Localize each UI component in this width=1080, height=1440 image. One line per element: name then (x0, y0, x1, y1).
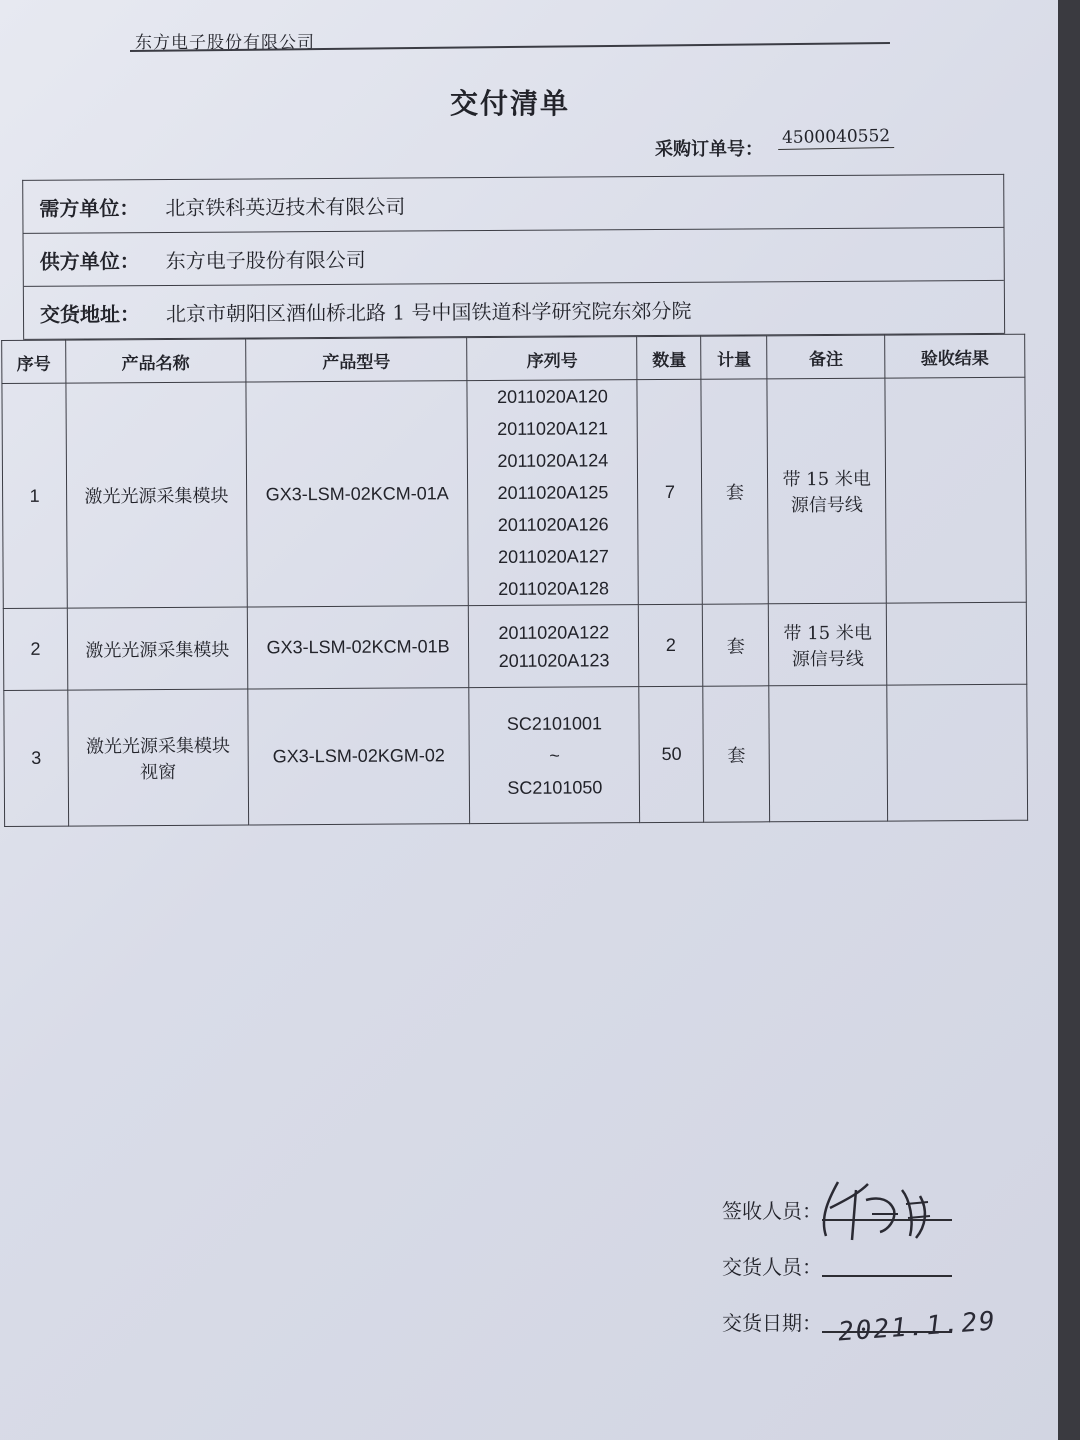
delivery-date-handwritten: 2021.1.29 (837, 1306, 998, 1348)
buyer-value: 北京铁科英迈技术有限公司 (165, 194, 406, 220)
supplier-value: 东方电子股份有限公司 (165, 247, 366, 273)
note-line: 带 15 米电 (782, 468, 871, 491)
name-line: 视窗 (140, 761, 177, 783)
header-qty: 数量 (637, 336, 701, 379)
table-header-row (2, 334, 1025, 383)
header-model: 产品型号 (245, 338, 467, 382)
company-header: 东方电子股份有限公司 (135, 33, 315, 53)
receiver-label: 签收人员： (722, 1199, 822, 1223)
po-number-value: 4500040552 (778, 126, 895, 150)
row-note (769, 685, 888, 822)
party-info-box (22, 174, 1005, 340)
supplier-row (24, 228, 1004, 287)
header-no: 序号 (2, 340, 66, 383)
supplier-label: 供方单位： (39, 248, 140, 274)
row-qty: 2 (639, 604, 703, 686)
address-row (24, 281, 1004, 340)
serial-range-tilde: ~ (549, 745, 560, 766)
row-serials (469, 605, 639, 688)
row-model: GX3-LSM-02KCM-01B (247, 606, 469, 689)
row-name: 激光光源采集模块 (67, 607, 247, 690)
row-serials (469, 687, 640, 824)
deliverer-label: 交货人员： (722, 1255, 822, 1279)
header-serial: 序列号 (467, 337, 637, 381)
serial-number: 2011020A128 (498, 578, 610, 599)
name-line: 激光光源采集模块 (85, 735, 231, 757)
note-line: 源信号线 (791, 648, 864, 670)
row-result (886, 602, 1026, 685)
serial-number: 2011020A127 (497, 546, 609, 567)
serial-number: 2011020A125 (497, 482, 609, 503)
row-unit: 套 (701, 379, 768, 604)
serial-number: SC2101050 (507, 776, 603, 798)
po-number-label: 采购订单号： (655, 139, 763, 160)
address-value: 北京市朝阳区酒仙桥北路 1 号中国铁道科学研究院东郊分院 (165, 298, 692, 326)
header-note: 备注 (767, 335, 885, 379)
receiver-row (722, 1195, 822, 1251)
row-qty: 50 (639, 686, 704, 822)
row-serials (467, 380, 638, 606)
delivery-form (0, 144, 1034, 840)
row-note (767, 378, 886, 604)
header-result: 验收结果 (885, 334, 1025, 378)
row-unit: 套 (703, 686, 770, 822)
table-row (2, 377, 1026, 608)
table-row (4, 684, 1028, 826)
serial-number: 2011020A122 (498, 621, 610, 643)
deliverer-row (722, 1251, 822, 1307)
row-qty: 7 (637, 379, 702, 604)
row-unit: 套 (703, 604, 769, 686)
receiver-signature (810, 1160, 960, 1250)
deliverer-line (822, 1275, 952, 1277)
note-line (774, 753, 883, 754)
address-label: 交货地址： (39, 301, 141, 327)
header-unit: 计量 (701, 336, 767, 379)
table-row (3, 602, 1026, 690)
note-line (774, 753, 883, 754)
note-line: 带 15 米电 (783, 622, 872, 644)
row-result (887, 684, 1028, 821)
header-name: 产品名称 (66, 339, 246, 383)
row-model: GX3-LSM-02KCM-01A (246, 381, 469, 607)
note-line: 源信号线 (790, 494, 863, 517)
items-table (1, 334, 1028, 827)
serial-number: 2011020A121 (497, 418, 609, 439)
row-no: 3 (4, 690, 69, 826)
page-edge-shadow (1058, 0, 1080, 1440)
serial-number: 2011020A124 (497, 450, 609, 471)
serial-number: 2011020A120 (496, 386, 608, 407)
buyer-row (23, 175, 1003, 234)
row-no: 2 (3, 608, 67, 690)
date-row (722, 1307, 822, 1363)
serial-number: 2011020A126 (497, 514, 609, 535)
row-result (885, 377, 1026, 603)
date-label: 交货日期： (722, 1311, 822, 1335)
serial-number: SC2101001 (506, 712, 603, 734)
row-no: 1 (2, 383, 67, 608)
signoff-block (722, 1195, 822, 1363)
row-model: GX3-LSM-02KGM-02 (248, 688, 471, 825)
buyer-label: 需方单位： (39, 195, 140, 221)
serial-number: 2011020A123 (498, 649, 610, 671)
document-title: 交付清单 (450, 87, 571, 120)
row-name: 激光光源采集模块 (66, 382, 247, 608)
row-name (68, 689, 249, 826)
row-note (769, 603, 887, 686)
